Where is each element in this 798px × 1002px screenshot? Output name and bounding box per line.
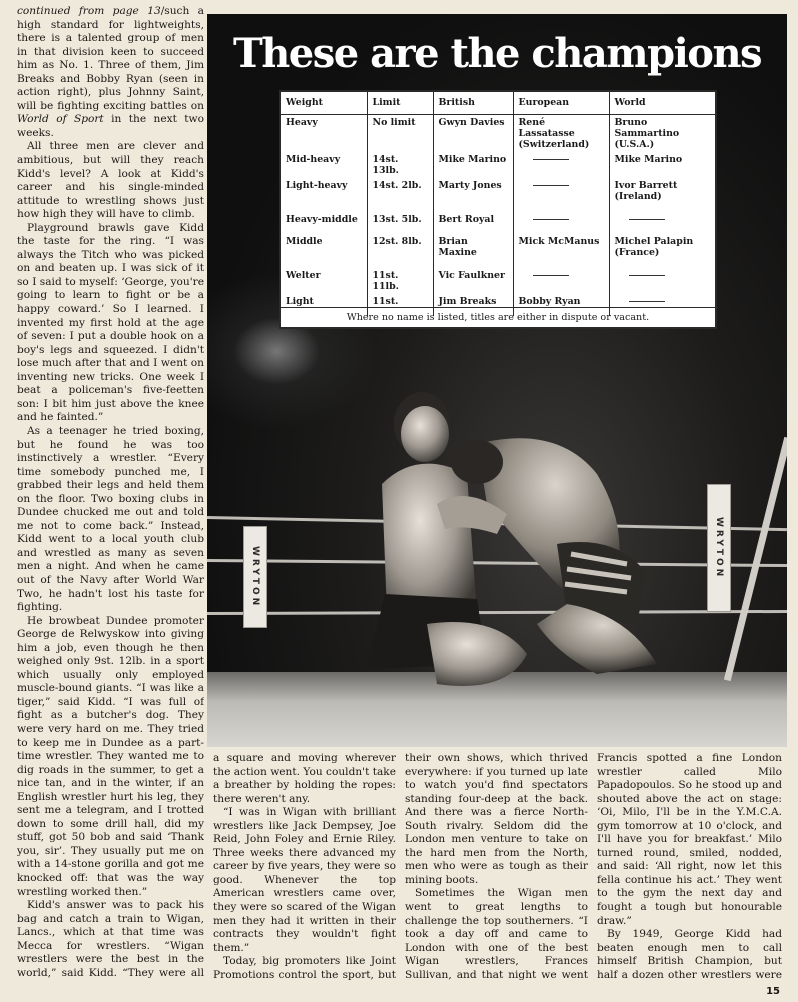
headline: These are the champions bbox=[232, 30, 762, 77]
wrestling-photo bbox=[207, 14, 787, 747]
article-paragraph: Today, big promoters like Joint Promotions control the sport, but bbox=[213, 955, 396, 980]
vacant-dash bbox=[533, 275, 569, 276]
article-paragraph: All three men are clever and ambitious, but will they reach Kidd's level? A look at Kidd's career and his single-minded attitude to wrestling shows just how high they will have to climb. bbox=[17, 140, 204, 221]
table-cell: No limit bbox=[367, 114, 433, 152]
table-cell: Heavy bbox=[281, 114, 367, 152]
table-cell bbox=[513, 178, 609, 212]
table-header: Limit bbox=[367, 92, 433, 114]
corner-pad-left: WRYTON bbox=[243, 526, 267, 628]
table-row bbox=[281, 234, 715, 268]
vacant-dash bbox=[629, 219, 665, 220]
article-paragraph: Playground brawls gave Kidd the taste for the ring. “I was always the Titch who was picked on and beaten up. I was sick of it so I said to myself: ‘George, you're going to learn to fight or be a happy coward.’ So I learned. I invented my first hold at the age of seven: I put a double hook on a boy's legs and squeezed. I didn't lose much after that and I went on inventing new tricks. One week I beat a policeman's five-feetten son: I bit him just above the knee and he fainted.” bbox=[17, 221, 204, 424]
vacant-dash bbox=[533, 219, 569, 220]
table-cell: Bert Royal bbox=[433, 212, 513, 234]
table-cell: Mike Marino bbox=[433, 152, 513, 178]
table-header: Weight bbox=[281, 92, 367, 114]
article-paragraph: By 1949, George Kidd had beaten enough men to call himself British Champion, but half a dozen other wrestlers were bbox=[597, 928, 782, 980]
article-paragraph: He browbeat Dundee promoter George de Relwyskow into giving him a job, even though he then weighed only 9st. 12lb. in a sport which usually only employed muscle-bound giants. “I was like a tiger,” said Kidd. “I was full of fight as a butcher's dog. They were very hard on me. They tried to keep me in Dundee as a part-time wrestler. They wanted me to dig roads in the summer, to get a nice tan, and in the winter, if an English wrestler hurt his leg, they sent me a telegram, and I trotted down to some drill hall, did my stuff, got 50 bob and said ‘Thank you, sir’. They usually put me on with a 14-stone gorilla and got me knocked off: that was the way wrestling worked then.” bbox=[17, 614, 204, 898]
corner-pad-right: WRYTON bbox=[707, 484, 731, 612]
article-column-1 bbox=[17, 5, 204, 980]
table-header: British bbox=[433, 92, 513, 114]
table-cell: 13st. 5lb. bbox=[367, 212, 433, 234]
table-cell: Heavy-middle bbox=[281, 212, 367, 234]
table-note: Where no name is listed, titles are either in dispute or vacant. bbox=[281, 307, 715, 327]
table-cell bbox=[513, 268, 609, 294]
table-cell: Marty Jones bbox=[433, 178, 513, 212]
table-row bbox=[281, 212, 715, 234]
table-body bbox=[281, 114, 715, 316]
champions-table bbox=[279, 90, 717, 329]
table-cell: Welter bbox=[281, 268, 367, 294]
table-cell: Middle bbox=[281, 234, 367, 268]
article-paragraph: Sometimes the Wigan men went to great lengths to challenge the top southerners. “I took a day off and came to London with one of the best Wigan wrestlers, Frances Sullivan, and that night we went bbox=[405, 887, 588, 980]
page-number: 15 bbox=[766, 986, 780, 997]
article-paragraph: As a teenager he tried boxing, but he found he was too instinctively a wrestler. “Every time somebody punched me, I grabbed their legs and held them on the floor. Two boxing clubs in Dundee chucked me out and told me not to come back.” Instead, Kidd went to a local youth club and wrestled as many as seven men a night. And when he came out of the Navy after World War Two, he hadn't lost his taste for fighting. bbox=[17, 424, 204, 614]
article-column-3 bbox=[405, 752, 588, 980]
article-column-2 bbox=[213, 752, 396, 980]
table-cell bbox=[609, 268, 715, 294]
table-cell: René Lassatasse (Switzerland) bbox=[513, 114, 609, 152]
table-cell: Michel Palapin (France) bbox=[614, 235, 694, 258]
wrestlers-illustration bbox=[327, 364, 687, 704]
continued-from-note: continued from page 13 bbox=[17, 5, 161, 17]
table-row bbox=[281, 114, 715, 152]
table-cell: Gwyn Davies bbox=[433, 114, 513, 152]
table-cell: Brian Maxine bbox=[433, 234, 513, 268]
table-cell: Light bbox=[281, 294, 367, 316]
table-row bbox=[281, 178, 715, 212]
table-cell: Jim Breaks bbox=[433, 294, 513, 316]
table-cell bbox=[513, 152, 609, 178]
table-cell: Mid-heavy bbox=[281, 152, 367, 178]
ring-post bbox=[724, 437, 787, 681]
table-cell: Bruno Sammartino (U.S.A.) bbox=[614, 116, 680, 150]
article-paragraph: “I was in Wigan with brilliant wrestlers like Jack Dempsey, Joe Reid, John Foley and Ernie Riley. Three weeks there advanced my career by five years, they were so good. Whenever the top American wrestlers came over, they were so scared of the Wigan men they had it written in their contracts they wouldn't fight them.” bbox=[213, 806, 396, 954]
vacant-dash bbox=[629, 275, 665, 276]
table-cell: 11st. bbox=[367, 294, 433, 316]
article-column-4 bbox=[597, 752, 782, 980]
vacant-dash bbox=[629, 301, 665, 302]
article-paragraph: a square and moving wherever the action went. You couldn't take a breather by holding the ropes: there weren't any. bbox=[213, 752, 396, 805]
table-cell: Light-heavy bbox=[281, 178, 367, 212]
table-cell bbox=[513, 212, 609, 234]
table-cell: 14st. 2lb. bbox=[367, 178, 433, 212]
table-cell: 11st. 11lb. bbox=[367, 268, 433, 294]
article-paragraph: Kidd's answer was to pack his bag and catch a train to Wigan, Lancs., which at that time was Mecca for wrestlers. “Wigan wrestlers were the best in the world,” said Kidd. “They were all bbox=[17, 899, 204, 979]
table-cell: Mick McManus bbox=[513, 234, 609, 268]
table-cell: 12st. 8lb. bbox=[367, 234, 433, 268]
vacant-dash bbox=[533, 159, 569, 160]
table-cell bbox=[609, 212, 715, 234]
table-cell: 14st. 13lb. bbox=[367, 152, 433, 178]
article-paragraph: continued from page 13/such a high standard for lightweights, there is a talented group of men in that division keen to succeed him as No. 1. Three of them, Jim Breaks and Bobby Ryan (seen in action right), plus Johnny Saint, will be fighting exciting battles on World of Sport in the next two weeks. bbox=[17, 5, 204, 139]
table-row bbox=[281, 268, 715, 294]
show-title: World of Sport bbox=[17, 113, 104, 126]
article-paragraph: their own shows, which thrived everywhere: if you turned up late to watch you'd find spectators standing four-deep at the back. And there was a fierce North-South rivalry. Seldom did the London men venture to take on the hard men from the North, men who were as tough as their mining boots. bbox=[405, 752, 588, 886]
table-cell: Vic Faulkner bbox=[433, 268, 513, 294]
table-header: World bbox=[609, 92, 715, 114]
table-row bbox=[281, 152, 715, 178]
article-paragraph: Francis spotted a fine London wrestler called Milo Papadopoulos. So he stood up and shouted above the act on stage: ‘Oi, Milo, I'll be in the Y.M.C.A. gym tomorrow at 10 o'clock, and I'll have you for breakfast.’ Milo turned round, smiled, nodded, and said: ‘All right, now let this fella continue his act.’ They went to the gym the next day and fought a tough but honourable draw.” bbox=[597, 752, 782, 927]
table-cell: Bobby Ryan bbox=[513, 294, 609, 316]
table-cell: Ivor Barrett (Ireland) bbox=[614, 179, 678, 202]
table-header: European bbox=[513, 92, 609, 114]
vacant-dash bbox=[533, 185, 569, 186]
table-cell: Mike Marino bbox=[614, 153, 683, 165]
